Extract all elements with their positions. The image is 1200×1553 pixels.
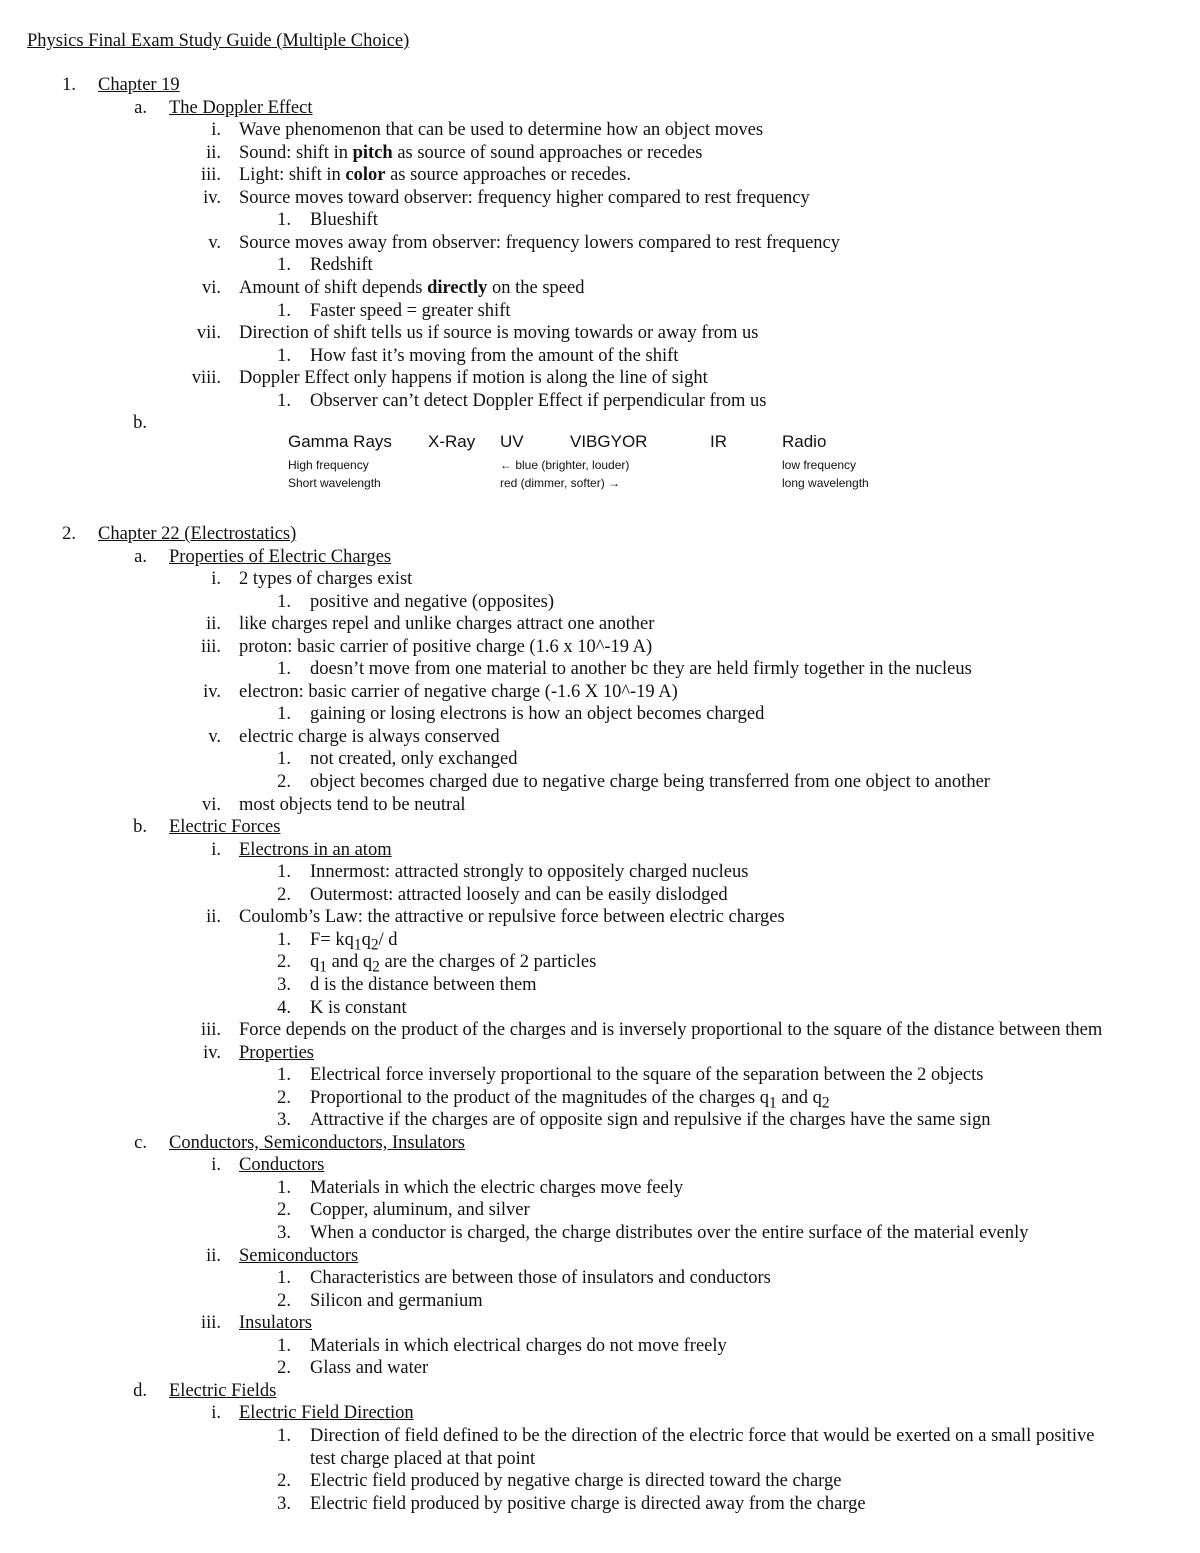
spectrum-x-ray: X-Ray [428, 432, 476, 451]
list-marker: iv. [203, 188, 221, 208]
list-item: Electric Field Direction [239, 1403, 414, 1423]
list-marker: iv. [203, 682, 221, 702]
list-marker: vi. [201, 795, 221, 815]
list-marker: 1. [277, 1426, 291, 1446]
list-item: Electrons in an atom [239, 840, 392, 860]
list-marker: c. [134, 1133, 147, 1153]
list-marker: 3. [277, 1223, 291, 1243]
section-heading: Properties of Electric Charges [169, 547, 392, 567]
chapter-heading: Chapter 19 [98, 75, 180, 95]
list-marker: iii. [200, 637, 221, 657]
list-marker: 2. [277, 1358, 291, 1378]
list-item: d is the distance between them [310, 975, 537, 995]
list-marker: 2. [277, 772, 291, 792]
list-item: doesn’t move from one material to another bc they are held firmly together in the nucleus [310, 659, 972, 679]
list-item: Wave phenomenon that can be used to determine how an object moves [239, 120, 764, 140]
spectrum-red-note: red (dimmer, softer) → [500, 476, 621, 490]
list-item: not created, only exchanged [310, 749, 518, 769]
list-marker: 1. [277, 255, 291, 275]
list-marker: 2. [277, 952, 291, 972]
list-item: Amount of shift depends directly on the speed [239, 278, 585, 298]
list-item: Coulomb’s Law: the attractive or repulsive force between electric charges [239, 907, 785, 927]
list-marker: 1. [277, 930, 291, 950]
list-marker: 1. [277, 1065, 291, 1085]
list-item: Silicon and germanium [310, 1291, 483, 1311]
list-marker: 2. [277, 1291, 291, 1311]
list-marker: iv. [203, 1043, 221, 1063]
list-marker: 1. [62, 75, 76, 95]
list-marker: 1. [277, 1178, 291, 1198]
section-heading: Electric Fields [169, 1381, 277, 1401]
spectrum-vibgyor: VIBGYOR [570, 432, 648, 451]
list-item: Insulators [239, 1313, 312, 1333]
list-item: Materials in which the electric charges move feely [310, 1178, 684, 1198]
section-heading: Electric Forces [169, 817, 281, 837]
list-item: Glass and water [310, 1358, 429, 1378]
list-marker: i. [211, 569, 221, 589]
list-marker: ii. [206, 907, 221, 927]
list-marker: 4. [277, 998, 291, 1018]
spectrum-low-frequency: low frequency [782, 458, 857, 472]
list-marker: d. [133, 1381, 147, 1401]
list-item: electron: basic carrier of negative charge (-1.6 X 10^-19 A) [239, 682, 678, 702]
list-marker: ii. [206, 1246, 221, 1266]
list-item: most objects tend to be neutral [239, 795, 466, 815]
list-marker: 3. [277, 1494, 291, 1514]
list-marker: i. [211, 840, 221, 860]
list-item: Redshift [310, 255, 373, 275]
list-marker: i. [211, 120, 221, 140]
list-item: Semiconductors [239, 1246, 359, 1266]
list-marker: 1. [277, 704, 291, 724]
list-item: Observer can’t detect Doppler Effect if perpendicular from us [310, 391, 767, 411]
list-marker: iii. [200, 1020, 221, 1040]
list-marker: 2. [277, 1088, 291, 1108]
list-item: Characteristics are between those of insulators and conductors [310, 1268, 771, 1288]
list-marker: 1. [277, 592, 291, 612]
list-item: positive and negative (opposites) [310, 592, 555, 612]
list-marker: 1. [277, 301, 291, 321]
list-item: $q_1$ and $q_2$ are the charges of 2 particles [310, 952, 597, 976]
page-title: Physics Final Exam Study Guide (Multiple Choice) [27, 31, 410, 51]
list-item: Blueshift [310, 210, 378, 230]
list-marker: ii. [206, 614, 221, 634]
section-heading: Conductors, Semiconductors, Insulators [169, 1133, 465, 1153]
list-item: When a conductor is charged, the charge distributes over the entire surface of the material evenly [310, 1223, 1029, 1243]
list-marker: i. [211, 1155, 221, 1175]
list-item: Force depends on the product of the charges and is inversely proportional to the square of the distance between them [239, 1020, 1103, 1040]
list-marker: a. [134, 547, 147, 567]
list-marker: a. [134, 98, 147, 118]
list-marker: 2. [277, 1200, 291, 1220]
spectrum-high-frequency: High frequency [288, 458, 369, 472]
list-marker: iii. [200, 165, 221, 185]
list-item: Source moves away from observer: frequency lowers compared to rest frequency [239, 233, 841, 253]
list-item: Source moves toward observer: frequency higher compared to rest frequency [239, 188, 810, 208]
list-item: Direction of field defined to be the direction of the electric force that would be exerted on a small positive [310, 1426, 1095, 1446]
list-marker: 2. [277, 885, 291, 905]
list-marker: v. [208, 727, 221, 747]
spectrum-long-wavelength: long wavelength [782, 476, 869, 490]
list-item: Conductors [239, 1155, 325, 1175]
list-marker: 1. [277, 749, 291, 769]
list-marker: 1. [277, 391, 291, 411]
list-marker: 1. [277, 862, 291, 882]
list-item: like charges repel and unlike charges attract one another [239, 614, 655, 634]
list-item: gaining or losing electrons is how an object becomes charged [310, 704, 765, 724]
list-marker: iii. [200, 1313, 221, 1333]
list-marker: 1. [277, 1336, 291, 1356]
list-item: Copper, aluminum, and silver [310, 1200, 530, 1220]
spectrum-gamma-rays: Gamma Rays [288, 432, 392, 451]
list-item: Faster speed = greater shift [310, 301, 511, 321]
list-item: Attractive if the charges are of opposite sign and repulsive if the charges have the same sign [310, 1110, 991, 1130]
list-item: Materials in which electrical charges do not move freely [310, 1336, 727, 1356]
list-item: proton: basic carrier of positive charge (1.6 x 10^-19 A) [239, 637, 653, 657]
list-item: Proportional to the product of the magnitudes of the charges $q_1$ and $q_2$ [310, 1088, 830, 1112]
list-item: Properties [239, 1043, 315, 1063]
list-item: Light: shift in color as source approaches or recedes. [239, 165, 631, 185]
list-marker: 1. [277, 659, 291, 679]
list-marker: vii. [196, 323, 221, 343]
list-item: Outermost: attracted loosely and can be easily dislodged [310, 885, 728, 905]
list-marker: b. [133, 817, 147, 837]
list-item: object becomes charged due to negative charge being transferred from one object to another [310, 772, 990, 792]
spectrum-uv: UV [500, 432, 524, 451]
list-marker: 3. [277, 975, 291, 995]
list-marker: 2. [277, 1471, 291, 1491]
list-item: Sound: shift in pitch as source of sound approaches or recedes [239, 143, 703, 163]
list-item: test charge placed at that point [310, 1449, 536, 1469]
list-marker: 1. [277, 210, 291, 230]
list-marker: vi. [201, 278, 221, 298]
list-marker: ii. [206, 143, 221, 163]
chapter-heading: Chapter 22 (Electrostatics) [98, 524, 297, 544]
list-item: $F= kq_1q_2/$ d [310, 930, 398, 954]
spectrum-radio: Radio [782, 432, 827, 451]
list-item: How fast it’s moving from the amount of the shift [310, 346, 679, 366]
list-item: Electric field produced by positive charge is directed away from the charge [310, 1494, 866, 1514]
list-marker: viii. [191, 368, 221, 388]
list-item: Doppler Effect only happens if motion is along the line of sight [239, 368, 708, 388]
list-item: 2 types of charges exist [239, 569, 413, 589]
spectrum-ir: IR [710, 432, 727, 451]
list-marker: 1. [277, 346, 291, 366]
list-marker: i. [211, 1403, 221, 1423]
list-marker: v. [208, 233, 221, 253]
list-marker: 2. [62, 524, 76, 544]
list-marker: b. [133, 413, 147, 433]
spectrum-blue-note: ← blue (brighter, louder) [500, 458, 630, 472]
list-item: electric charge is always conserved [239, 727, 500, 747]
list-item: Innermost: attracted strongly to oppositely charged nucleus [310, 862, 749, 882]
list-item: Electric field produced by negative charge is directed toward the charge [310, 1471, 842, 1491]
section-heading: The Doppler Effect [169, 98, 313, 118]
list-marker: 3. [277, 1110, 291, 1130]
spectrum-short-wavelength: Short wavelength [288, 476, 381, 490]
list-item: Electrical force inversely proportional to the square of the separation between the 2 objects [310, 1065, 984, 1085]
list-item: K is constant [310, 998, 407, 1018]
list-item: Direction of shift tells us if source is moving towards or away from us [239, 323, 759, 343]
list-marker: 1. [277, 1268, 291, 1288]
